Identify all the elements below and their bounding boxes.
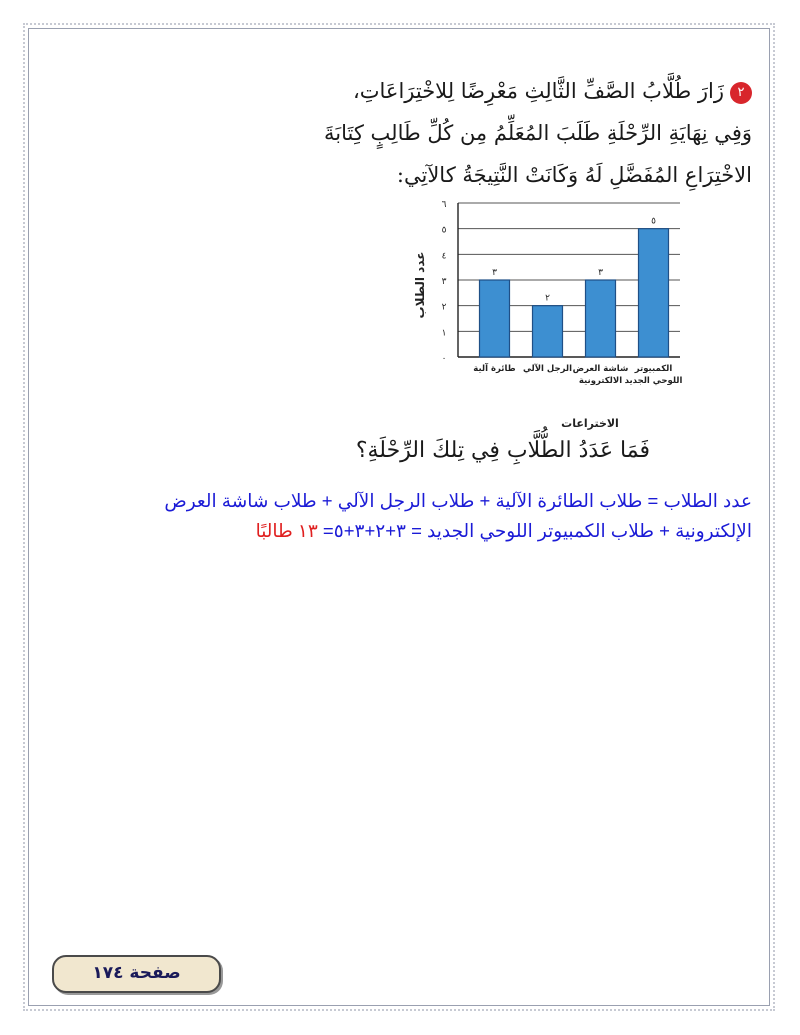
answer-line-2: [32, 516, 752, 546]
y-axis-title: عدد الطلاب: [413, 251, 427, 319]
y-tick-label: ٤: [441, 251, 447, 262]
x-tick-label: الالكترونية: [578, 376, 623, 386]
y-tick-label: ١: [441, 328, 447, 339]
x-tick-label: طائرة آلية: [473, 364, 516, 374]
bar-value-label: ٢: [545, 293, 550, 304]
y-tick-label: ٠: [441, 354, 447, 364]
page-number-label: صفحة ١٧٤: [92, 963, 181, 983]
bar: [533, 306, 563, 357]
bar: [639, 229, 669, 357]
question-text: فَمَا عَدَدُ الطُّلَّابِ فِي تِلكَ الرِّحْلَةِ؟: [355, 438, 650, 463]
problem-line-3: الاخْتِرَاعِ المُفَضَّلِ لَهُ وَكَانَتْ النَّتِيجَةُ كالآتِي:: [396, 163, 752, 187]
bar-value-label: ٣: [492, 268, 497, 278]
x-tick-label: شاشة العرض: [572, 364, 629, 374]
y-tick-label: ٣: [441, 277, 447, 287]
y-tick-label: ٥: [441, 225, 447, 236]
x-axis-title: الاختراعات: [561, 417, 619, 430]
problem-line-1: [212, 70, 752, 112]
answer-result: ١٣ طالبًا: [255, 520, 318, 541]
page-number-tag: [52, 955, 221, 993]
x-tick-label: الرجل الآلي: [522, 364, 573, 374]
problem-statement: [212, 70, 752, 196]
bar-value-label: ٥: [651, 216, 656, 227]
x-tick-label: الكمبيوتر: [634, 364, 673, 374]
problem-line-2: وَفِي نِهَايَةِ الرِّحْلَةِ طَلَبَ المُعَلِّمُ مِن كُلِّ طَالِبٍ كِتَابَةَ: [324, 121, 752, 145]
problem-number-badge: ٢: [730, 82, 752, 104]
bar-chart: [410, 195, 710, 435]
answer-block: [32, 486, 752, 546]
problem-line-1-text: زَارَ طُلَّابُ الصَّفِّ الثَّالِثِ مَعْرِضًا لِلاخْتِرَاعَاتِ،: [352, 79, 724, 103]
answer-line-2-text: الإلكترونية + طلاب الكمبيوتر اللوحي الجديد = ٣+٢+٣+٥=: [317, 520, 752, 541]
x-tick-label: اللوحي الجديد: [624, 376, 683, 386]
answer-line-1: عدد الطلاب = طلاب الطائرة الآلية + طلاب الرجل الآلي + طلاب شاشة العرض: [164, 490, 752, 511]
bar-value-label: ٣: [598, 268, 603, 278]
bar: [586, 280, 616, 357]
y-tick-label: ٢: [441, 302, 447, 313]
y-tick-label: ٦: [441, 200, 447, 210]
bar: [480, 280, 510, 357]
